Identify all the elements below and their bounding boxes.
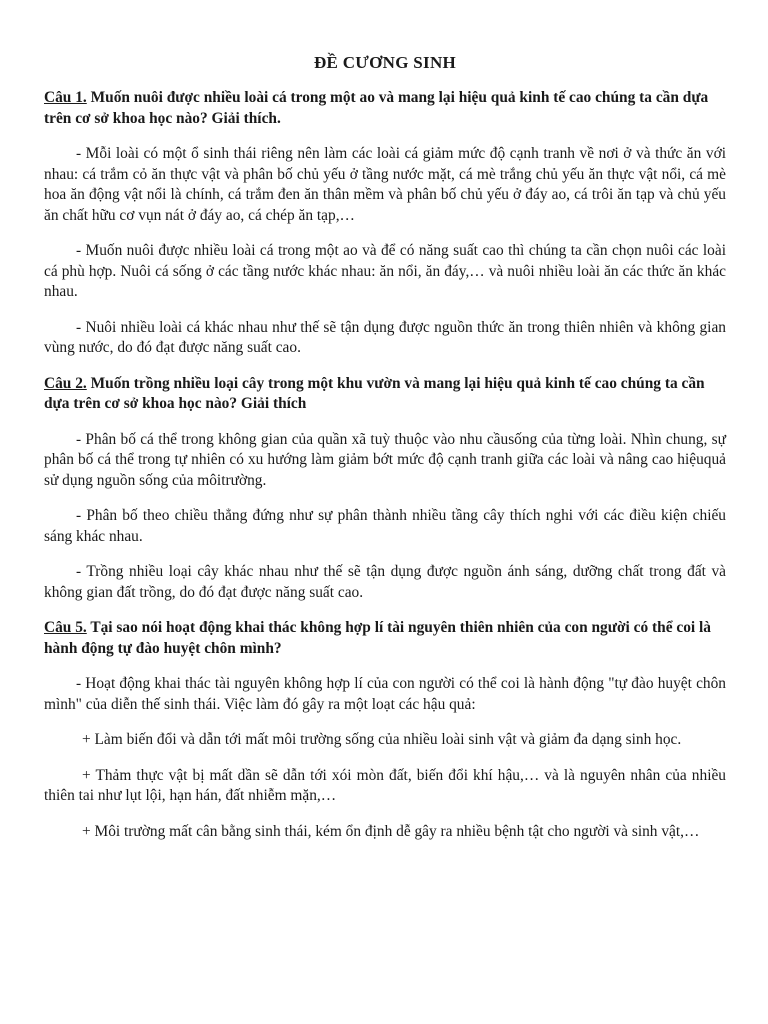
answer-paragraph: - Mỗi loài có một ổ sinh thái riêng nên làm các loài cá giảm mức độ cạnh tranh về nơi ở và thức ăn với nhau: cá trắm cỏ ăn thực vật và phân bố chủ yếu ở tầng nước mặt, cá mè trắng chủ yếu ăn thực vật nổi, cá mè hoa ăn động vật nổi là chính, cá trắm đen ăn thân mềm và phân bố chủ yếu ở đáy ao, cá trôi ăn tạp và chủ yếu ăn chất hữu cơ vụn nát ở đáy ao, cá chép ăn tạp,… [44, 145, 726, 224]
answer-paragraph: - Hoạt động khai thác tài nguyên không hợp lí của con người có thể coi là hành động "tự đào huyệt chôn mình" của diễn thế sinh thái. Việc làm đó gây ra một loạt các hậu quả: [44, 675, 726, 713]
question-text: Muốn trồng nhiều loại cây trong một khu vườn và mang lại hiệu quả kinh tế cao chúng ta cần dựa trên cơ sở khoa học nào? Giải thích [44, 374, 705, 412]
question-text: Tại sao nói hoạt động khai thác không hợp lí tài nguyên thiên nhiên của con người có thể coi là hành động tự đào huyệt chôn mình? [44, 619, 711, 657]
consequence-item: + Môi trường mất cân bằng sinh thái, kém ổn định dễ gây ra nhiều bệnh tật cho người và sinh vật,… [82, 822, 700, 840]
answer-paragraph: - Trồng nhiều loại cây khác nhau như thế sẽ tận dụng được nguồn ánh sáng, dưỡng chất trong đất và không gian đất trồng, do đó đạt được năng suất cao. [44, 563, 726, 601]
document-title: ĐỀ CƯƠNG SINH [313, 53, 457, 72]
question-section-5 [44, 618, 726, 842]
answer-paragraph: - Nuôi nhiều loài cá khác nhau như thế sẽ tận dụng được nguồn thức ăn trong thiên nhiên và không gian vùng nước, do đó đạt được năng suất cao. [44, 318, 726, 356]
question-section-2 [44, 374, 726, 604]
consequence-item: + Làm biến đổi và dẫn tới mất môi trường sống của nhiều loài sinh vật và giảm đa dạng sinh học. [82, 731, 682, 748]
question-text: Muốn nuôi được nhiều loài cá trong một ao và mang lại hiệu quả kinh tế cao chúng ta cần dựa trên cơ sở khoa học nào? Giải thích. [44, 89, 709, 127]
question-heading [44, 374, 726, 415]
question-number: Câu 1. [44, 89, 87, 106]
question-section-1 [44, 88, 726, 359]
answer-paragraph: - Muốn nuôi được nhiều loài cá trong một ao và để có năng suất cao thì chúng ta cần chọn nuôi các loài cá phù hợp. Nuôi cá sống ở các tầng nước khác nhau: ăn nổi, ăn đáy,… và nuôi nhiều loài ăn các thức ăn khác nhau. [44, 242, 726, 300]
question-number: Câu 2. [44, 374, 87, 392]
question-heading [44, 88, 726, 129]
answer-paragraph: - Phân bố theo chiều thẳng đứng như sự phân thành nhiều tầng cây thích nghi với các điều kiện chiếu sáng khác nhau. [44, 507, 726, 545]
question-number: Câu 5. [44, 619, 87, 636]
consequence-item: + Thảm thực vật bị mất dần sẽ dẫn tới xói mòn đất, biến đổi khí hậu,… và là nguyên nhân của nhiều thiên tai như lụt lội, hạn hán, đất nhiễm mặn,… [44, 766, 726, 804]
answer-paragraph: - Phân bố cá thể trong không gian của quần xã tuỳ thuộc vào nhu cầusống của từng loài. Nhìn chung, sự phân bố cá thể trong tự nhiên có xu hướng làm giảm bớt mức độ cạnh tranh giữa các loài và nâng cao hiệuquả sử dụng nguồn sống của môitrường. [44, 430, 726, 489]
question-heading [44, 618, 726, 659]
